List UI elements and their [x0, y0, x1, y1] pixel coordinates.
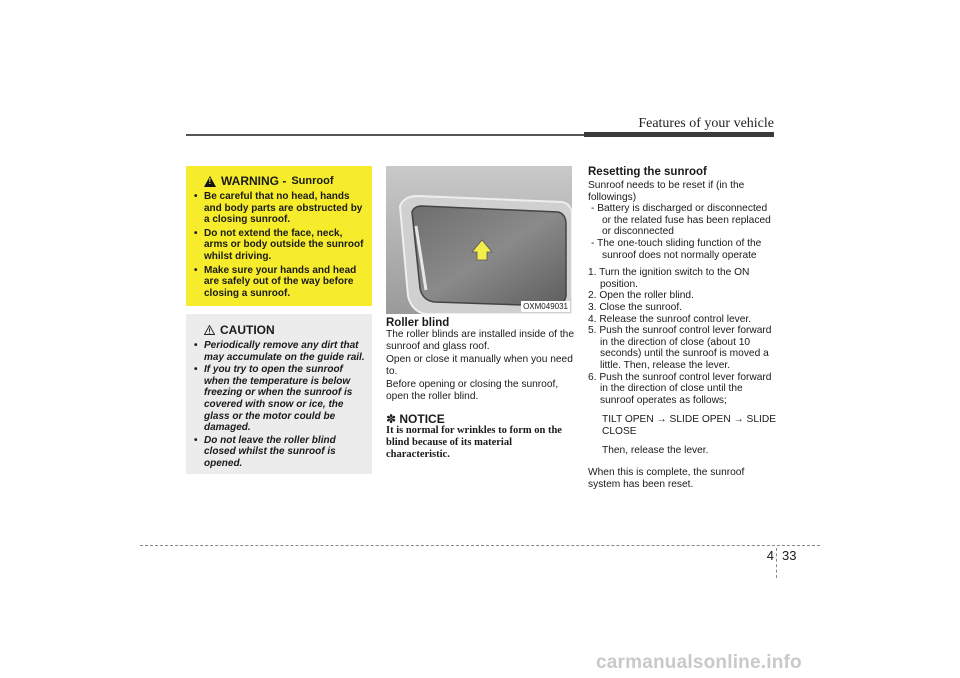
reset-step: 5. Push the sunroof control lever forward in the direction of close (about 10 seconds) until the sunroof is moved a little. Then, release the lever. [588, 325, 772, 371]
section-header-title: Features of your vehicle [638, 116, 774, 131]
paragraph: Open or close it manually when you need to. [386, 354, 573, 377]
notice-title: ✽ NOTICE [386, 411, 445, 426]
header-rule-accent [584, 132, 774, 137]
warning-label: WARNING - [221, 174, 287, 188]
reset-step: 2. Open the roller blind. [588, 290, 694, 302]
caution-item: • Do not leave the roller blind closed whilst the sunroof is opened. [194, 435, 365, 470]
reset-intro: Sunroof needs to be reset if (in the followings) [588, 180, 745, 203]
warning-heading [204, 174, 365, 188]
reset-then: Then, release the lever. [602, 445, 709, 457]
page-number [760, 548, 796, 563]
warning-list [194, 191, 365, 299]
roller-blind-section [386, 317, 574, 461]
paragraph: The roller blinds are installed inside of the sunroof and glass roof. [386, 329, 575, 352]
sunroof-figure [386, 166, 572, 314]
sunroof-illustration [386, 166, 572, 314]
reset-conditions [588, 203, 776, 261]
reset-condition: - Battery is discharged or disconnected or the related fuse has been replaced or disconnected [591, 203, 771, 238]
warning-triangle-icon [204, 176, 216, 187]
reset-outro: When this is complete, the sunroof system has been reset. [588, 467, 745, 490]
watermark: carmanualsonline.info [596, 652, 802, 673]
footer-rule [140, 545, 820, 546]
caution-label: CAUTION [220, 323, 275, 337]
warning-subject: Sunroof [291, 175, 334, 187]
reset-condition: - The one-touch sliding function of the sunroof does not normally operate [591, 237, 762, 261]
caution-triangle-icon [204, 325, 215, 335]
warning-item: • Do not extend the face, neck, arms or body outside the sunroof whilst driving. [194, 228, 365, 263]
caution-item: • Periodically remove any dirt that may accumulate on the guide rail. [194, 340, 365, 363]
warning-item: • Be careful that no head, hands and body parts are obstructed by a closing sunroof. [194, 191, 365, 226]
caution-item: • If you try to open the sunroof when the temperature is below freezing or when the sunroof is covered with snow or ice, the glass or the motor could be damaged. [194, 364, 365, 434]
warning-item: • Make sure your hands and head are safely out of the way before closing a sunroof. [194, 265, 365, 300]
reset-step: 6. Push the sunroof control lever forward in the direction of close until the sunroof operates as follows; [588, 371, 772, 406]
warning-box [186, 166, 372, 306]
caution-heading [204, 323, 365, 337]
reset-steps [588, 267, 776, 406]
roller-blind-title: Roller blind [386, 317, 450, 329]
reset-section [588, 166, 776, 492]
caution-box [186, 314, 372, 474]
reset-sequence: TILT OPEN → SLIDE OPEN → SLIDE CLOSE [602, 414, 776, 437]
page-number-value: 33 [782, 548, 797, 563]
caution-list [194, 340, 365, 470]
reset-step: 3. Close the sunroof. [588, 301, 683, 313]
reset-step: 4. Release the sunroof control lever. [588, 313, 752, 325]
paragraph: Before opening or closing the sunroof, open the roller blind. [386, 379, 559, 402]
notice-text: It is normal for wrinkles to form on the blind because of its material characteristic. [386, 424, 562, 460]
reset-step: 1. Turn the ignition switch to the ON position. [588, 267, 750, 290]
figure-code: OXM049031 [523, 302, 568, 311]
chapter-number: 4 [766, 548, 774, 563]
reset-title: Resetting the sunroof [588, 166, 707, 178]
